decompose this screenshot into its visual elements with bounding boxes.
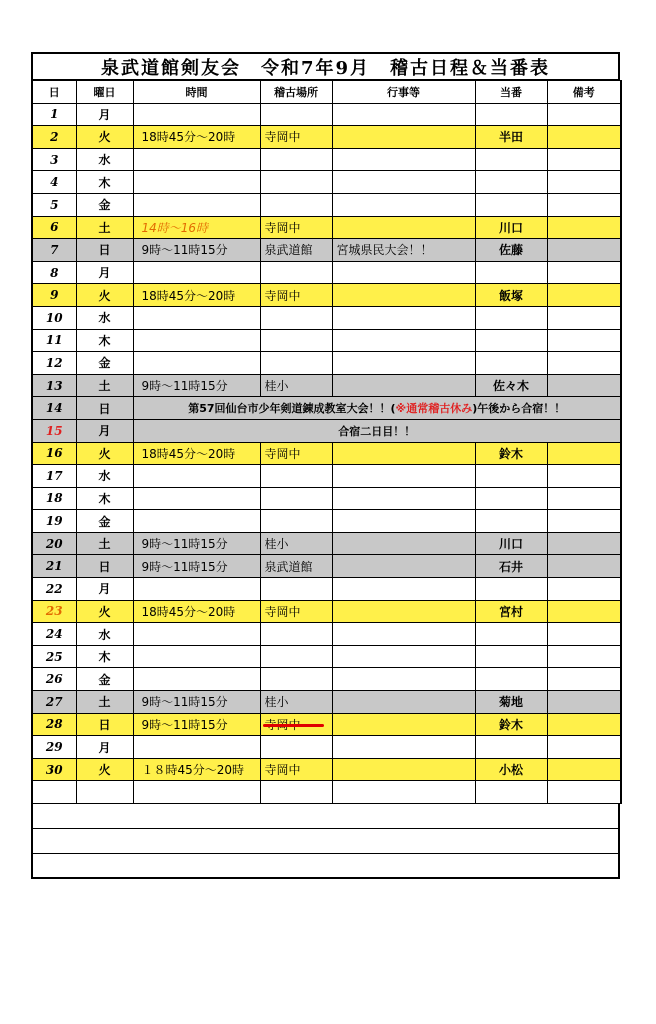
time-cell — [133, 668, 260, 691]
footer-line — [31, 854, 620, 879]
duty-cell: 小松 — [475, 758, 547, 781]
time-cell — [133, 352, 260, 375]
event-cell — [332, 374, 475, 397]
event-cell — [332, 126, 475, 149]
day-cell: 22 — [32, 578, 76, 601]
cell-empty — [76, 781, 133, 804]
event-cell — [332, 645, 475, 668]
duty-cell — [475, 193, 547, 216]
table-row — [32, 555, 621, 578]
day-cell: 17 — [32, 465, 76, 488]
event-banner-text: 第57回仙台市少年剣道錬成教室大会！！( — [188, 402, 396, 416]
event-cell — [332, 623, 475, 646]
time-cell — [133, 645, 260, 668]
weekday-cell: 水 — [76, 623, 133, 646]
table-row — [32, 419, 621, 442]
time-cell: 9時～11時15分 — [133, 239, 260, 262]
notes-cell — [547, 510, 621, 533]
table-row — [32, 713, 621, 736]
place-cell: 寺岡中 — [260, 442, 332, 465]
table-row — [32, 193, 621, 216]
table-row — [32, 645, 621, 668]
duty-cell — [475, 668, 547, 691]
time-cell — [133, 623, 260, 646]
time-cell — [133, 148, 260, 171]
header-duty: 当番 — [475, 81, 547, 104]
duty-cell: 鈴木 — [475, 713, 547, 736]
weekday-cell: 火 — [76, 126, 133, 149]
weekday-cell: 火 — [76, 284, 133, 307]
day-cell: 3 — [32, 148, 76, 171]
duty-cell: 宮村 — [475, 600, 547, 623]
event-cell — [332, 103, 475, 126]
place-cell — [260, 736, 332, 759]
event-cell — [332, 532, 475, 555]
day-cell: 18 — [32, 487, 76, 510]
day-cell: 28 — [32, 713, 76, 736]
day-cell: 24 — [32, 623, 76, 646]
place-cell — [260, 103, 332, 126]
duty-cell — [475, 465, 547, 488]
day-cell: 19 — [32, 510, 76, 533]
place-cell: 寺岡中 — [260, 126, 332, 149]
event-cell — [332, 284, 475, 307]
day-cell: 30 — [32, 758, 76, 781]
day-cell: 13 — [32, 374, 76, 397]
weekday-cell: 金 — [76, 352, 133, 375]
notes-cell — [547, 126, 621, 149]
weekday-cell: 日 — [76, 239, 133, 262]
time-cell — [133, 306, 260, 329]
notes-cell — [547, 193, 621, 216]
weekday-cell: 木 — [76, 487, 133, 510]
weekday-cell: 水 — [76, 465, 133, 488]
event-cell — [332, 668, 475, 691]
time-cell — [133, 510, 260, 533]
table-row — [32, 442, 621, 465]
event-cell — [332, 487, 475, 510]
duty-cell: 菊地 — [475, 691, 547, 714]
event-cell — [332, 465, 475, 488]
place-cell — [260, 623, 332, 646]
table-row-empty — [32, 781, 621, 804]
event-cell — [332, 713, 475, 736]
day-cell: 26 — [32, 668, 76, 691]
day-cell: 29 — [32, 736, 76, 759]
weekday-cell: 金 — [76, 193, 133, 216]
place-cell: 桂小 — [260, 691, 332, 714]
notes-cell — [547, 329, 621, 352]
place-cell — [260, 645, 332, 668]
duty-cell — [475, 329, 547, 352]
notes-cell — [547, 261, 621, 284]
duty-cell: 川口 — [475, 532, 547, 555]
table-row — [32, 758, 621, 781]
notes-cell — [547, 645, 621, 668]
time-cell: １８時45分～20時 — [133, 758, 260, 781]
duty-cell: 飯塚 — [475, 284, 547, 307]
place-cell: 泉武道館 — [260, 239, 332, 262]
event-cell: 宮城県民大会！！ — [332, 239, 475, 262]
notes-cell — [547, 374, 621, 397]
table-row — [32, 148, 621, 171]
time-cell: 14時～16時 — [133, 216, 260, 239]
day-cell: 12 — [32, 352, 76, 375]
place-cell: 寺岡中 — [260, 284, 332, 307]
header-weekday: 曜日 — [76, 81, 133, 104]
place-cell — [260, 487, 332, 510]
time-cell — [133, 261, 260, 284]
table-row — [32, 126, 621, 149]
notes-cell — [547, 487, 621, 510]
table-row — [32, 510, 621, 533]
weekday-cell: 火 — [76, 442, 133, 465]
table-row — [32, 216, 621, 239]
time-cell: 9時～11時15分 — [133, 713, 260, 736]
weekday-cell: 金 — [76, 510, 133, 533]
time-cell — [133, 171, 260, 194]
weekday-cell: 月 — [76, 419, 133, 442]
schedule-rows — [32, 103, 621, 781]
header-event: 行事等 — [332, 81, 475, 104]
table-row — [32, 261, 621, 284]
duty-cell — [475, 623, 547, 646]
footer-line — [31, 804, 620, 829]
day-cell: 25 — [32, 645, 76, 668]
day-cell: 4 — [32, 171, 76, 194]
time-cell: 9時～11時15分 — [133, 532, 260, 555]
notes-cell — [547, 532, 621, 555]
place-cell — [260, 306, 332, 329]
day-cell: 20 — [32, 532, 76, 555]
time-cell — [133, 465, 260, 488]
header-time: 時間 — [133, 81, 260, 104]
table-row — [32, 397, 621, 420]
day-cell: 1 — [32, 103, 76, 126]
duty-cell: 半田 — [475, 126, 547, 149]
event-cell — [332, 306, 475, 329]
notes-cell — [547, 668, 621, 691]
notes-cell — [547, 600, 621, 623]
table-row — [32, 103, 621, 126]
table-row — [32, 329, 621, 352]
cell-empty — [475, 781, 547, 804]
notes-cell — [547, 103, 621, 126]
event-cell — [332, 193, 475, 216]
weekday-cell: 土 — [76, 374, 133, 397]
notes-cell — [547, 148, 621, 171]
cell-empty — [260, 781, 332, 804]
duty-cell: 石井 — [475, 555, 547, 578]
duty-cell: 鈴木 — [475, 442, 547, 465]
time-cell: 9時～11時15分 — [133, 555, 260, 578]
duty-cell: 佐藤 — [475, 239, 547, 262]
day-cell: 23 — [32, 600, 76, 623]
weekday-cell: 月 — [76, 578, 133, 601]
notes-cell — [547, 465, 621, 488]
day-cell: 27 — [32, 691, 76, 714]
day-cell: 8 — [32, 261, 76, 284]
event-cell — [332, 442, 475, 465]
cell-empty — [133, 781, 260, 804]
weekday-cell: 月 — [76, 736, 133, 759]
header-row — [32, 81, 621, 104]
cell-empty — [332, 781, 475, 804]
time-cell: 18時45分～20時 — [133, 600, 260, 623]
day-cell: 16 — [32, 442, 76, 465]
event-cell — [332, 329, 475, 352]
weekday-cell: 日 — [76, 397, 133, 420]
weekday-cell: 火 — [76, 600, 133, 623]
table-row — [32, 691, 621, 714]
table-row — [32, 284, 621, 307]
duty-cell: 川口 — [475, 216, 547, 239]
table-row — [32, 623, 621, 646]
weekday-cell: 火 — [76, 758, 133, 781]
notes-cell — [547, 623, 621, 646]
weekday-cell: 金 — [76, 668, 133, 691]
event-cell — [332, 261, 475, 284]
weekday-cell: 月 — [76, 103, 133, 126]
weekday-cell: 水 — [76, 306, 133, 329]
notes-cell — [547, 216, 621, 239]
table-row — [32, 736, 621, 759]
notes-cell — [547, 555, 621, 578]
time-cell: 18時45分～20時 — [133, 126, 260, 149]
weekday-cell: 木 — [76, 171, 133, 194]
schedule-table — [31, 80, 622, 804]
table-row — [32, 465, 621, 488]
notes-cell — [547, 239, 621, 262]
place-cell: 桂小 — [260, 374, 332, 397]
weekday-cell: 月 — [76, 261, 133, 284]
time-cell — [133, 193, 260, 216]
weekday-cell: 土 — [76, 691, 133, 714]
notes-cell — [547, 713, 621, 736]
page-title: 泉武道館剣友会 令和7年9月 稽古日程＆当番表 — [31, 52, 620, 80]
table-row — [32, 352, 621, 375]
duty-cell — [475, 645, 547, 668]
time-cell — [133, 487, 260, 510]
weekday-cell: 土 — [76, 532, 133, 555]
place-cell — [260, 171, 332, 194]
duty-cell — [475, 306, 547, 329]
day-cell: 6 — [32, 216, 76, 239]
place-cell — [260, 713, 332, 736]
header-day: 日 — [32, 81, 76, 104]
day-cell: 15 — [32, 419, 76, 442]
day-cell: 2 — [32, 126, 76, 149]
duty-cell — [475, 510, 547, 533]
duty-cell — [475, 736, 547, 759]
event-banner-text: )午後から合宿！！ — [472, 402, 566, 416]
notes-cell — [547, 691, 621, 714]
day-cell: 21 — [32, 555, 76, 578]
notes-cell — [547, 578, 621, 601]
table-row — [32, 578, 621, 601]
place-cell — [260, 668, 332, 691]
table-row — [32, 487, 621, 510]
cell-empty — [32, 781, 76, 804]
time-cell: 18時45分～20時 — [133, 284, 260, 307]
place-cell — [260, 193, 332, 216]
header-notes: 備考 — [547, 81, 621, 104]
strikethrough-mark — [263, 724, 324, 727]
event-cell — [332, 510, 475, 533]
event-cell — [332, 691, 475, 714]
header-place: 稽古場所 — [260, 81, 332, 104]
duty-cell — [475, 487, 547, 510]
time-cell — [133, 103, 260, 126]
time-cell — [133, 578, 260, 601]
duty-cell — [475, 148, 547, 171]
event-cell — [332, 578, 475, 601]
weekday-cell: 水 — [76, 148, 133, 171]
table-row — [32, 600, 621, 623]
place-cell — [260, 465, 332, 488]
table-row — [32, 306, 621, 329]
table-row — [32, 374, 621, 397]
event-cell — [332, 171, 475, 194]
place-cell: 寺岡中 — [260, 600, 332, 623]
event-banner — [133, 397, 621, 420]
duty-cell: 佐々木 — [475, 374, 547, 397]
time-cell: 9時～11時15分 — [133, 374, 260, 397]
time-cell — [133, 329, 260, 352]
footer-line — [31, 829, 620, 854]
event-cell — [332, 555, 475, 578]
weekday-cell: 木 — [76, 645, 133, 668]
day-cell: 9 — [32, 284, 76, 307]
weekday-cell: 日 — [76, 555, 133, 578]
duty-cell — [475, 261, 547, 284]
place-cell — [260, 578, 332, 601]
place-cell — [260, 510, 332, 533]
footer-lines — [31, 804, 620, 879]
notes-cell — [547, 758, 621, 781]
day-cell: 10 — [32, 306, 76, 329]
table-row — [32, 532, 621, 555]
place-cell: 寺岡中 — [260, 216, 332, 239]
table-row — [32, 239, 621, 262]
event-cell — [332, 600, 475, 623]
place-cell — [260, 352, 332, 375]
weekday-cell: 土 — [76, 216, 133, 239]
time-cell — [133, 736, 260, 759]
duty-cell — [475, 103, 547, 126]
notes-cell — [547, 442, 621, 465]
table-row — [32, 171, 621, 194]
place-cell: 泉武道館 — [260, 555, 332, 578]
event-cell — [332, 758, 475, 781]
place-cell — [260, 261, 332, 284]
day-cell: 7 — [32, 239, 76, 262]
place-cell — [260, 148, 332, 171]
day-cell: 5 — [32, 193, 76, 216]
duty-cell — [475, 171, 547, 194]
event-cell — [332, 736, 475, 759]
event-banner: 合宿二日目！！ — [133, 419, 621, 442]
table-row — [32, 668, 621, 691]
duty-cell — [475, 578, 547, 601]
place-cell: 桂小 — [260, 532, 332, 555]
time-cell: 18時45分～20時 — [133, 442, 260, 465]
event-cell — [332, 352, 475, 375]
cell-empty — [547, 781, 621, 804]
time-cell: 9時～11時15分 — [133, 691, 260, 714]
notes-cell — [547, 352, 621, 375]
day-cell: 14 — [32, 397, 76, 420]
notes-cell — [547, 306, 621, 329]
weekday-cell: 日 — [76, 713, 133, 736]
notes-cell — [547, 284, 621, 307]
schedule-sheet — [31, 52, 620, 879]
event-cell — [332, 216, 475, 239]
place-cell — [260, 329, 332, 352]
place-cell: 寺岡中 — [260, 758, 332, 781]
duty-cell — [475, 352, 547, 375]
weekday-cell: 木 — [76, 329, 133, 352]
notes-cell — [547, 736, 621, 759]
event-banner-note: ※通常稽古休み — [395, 402, 473, 416]
day-cell: 11 — [32, 329, 76, 352]
event-cell — [332, 148, 475, 171]
notes-cell — [547, 171, 621, 194]
